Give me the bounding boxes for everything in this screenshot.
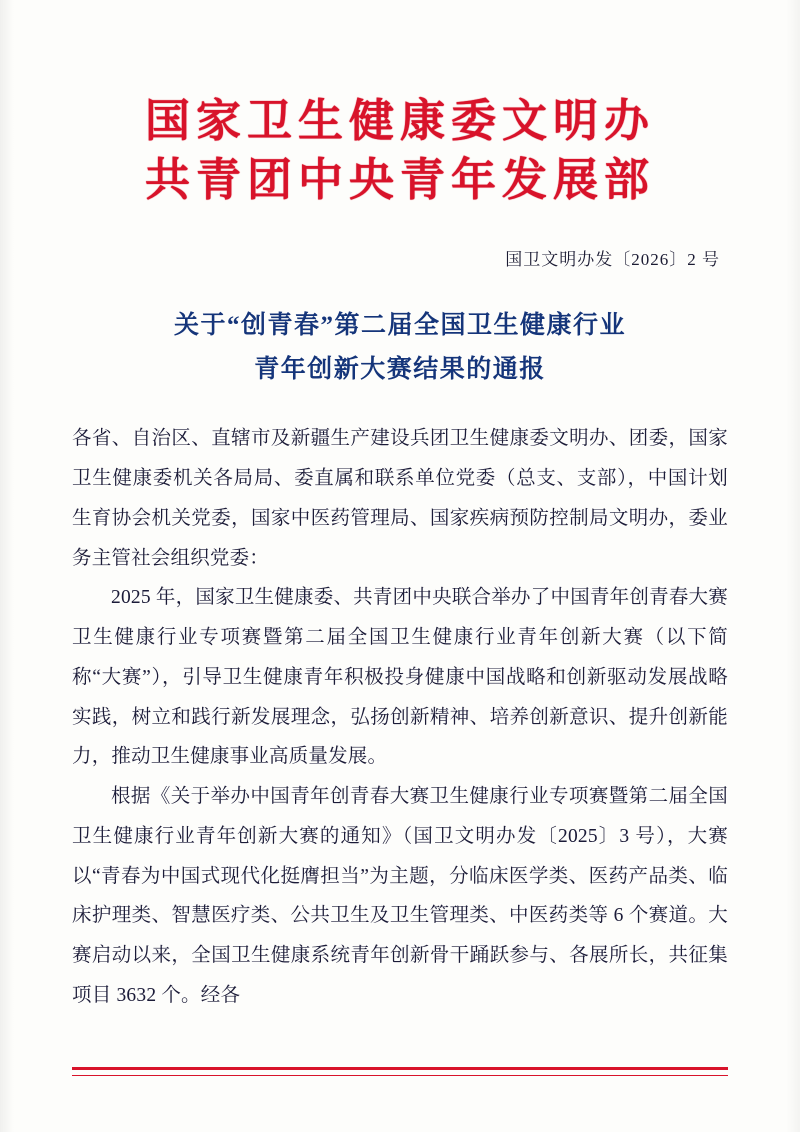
letterhead-line-1: 国家卫生健康委文明办: [144, 96, 655, 146]
page-title-line-1: 关于“创青春”第二届全国卫生健康行业: [173, 311, 626, 339]
letterhead-line-2: 共青团中央青年发展部: [144, 155, 655, 206]
body-paragraph-1: 各省、自治区、直辖市及新疆生产建设兵团卫生健康委文明办、团委，国家卫生健康委机关各局局、委直属和联系单位党委（总支、支部），中国计划生育协会机关党委，国家中医药管理局、国家疾病预防控制局文明办，委业务主管社会组织党委：: [72, 428, 728, 569]
page-title-line-2: 青年创新大赛结果的通报: [254, 355, 546, 383]
footer-rule-thick: [72, 1067, 728, 1070]
document-body: [72, 419, 728, 1015]
body-paragraph-2: 2025 年，国家卫生健康委、共青团中央联合举办了中国青年创青春大赛卫生健康行业专项赛暨第二届全国卫生健康行业青年创新大赛（以下简称“大赛”），引导卫生健康青年积极投身健康中国战略和创新驱动发展战略实践，树立和践行新发展理念，弘扬创新精神、培养创新意识、提升创新能力，推动卫生健康事业高质量发展。: [72, 587, 728, 768]
footer-divider: [72, 1067, 728, 1076]
document-number: 国卫文明办发〔2026〕2 号: [505, 249, 720, 269]
letterhead: [72, 0, 728, 211]
page-edge-shadow-left: [0, 0, 14, 1132]
body-paragraph-3: 根据《关于举办中国青年创青春大赛卫生健康行业专项赛暨第二届全国卫生健康行业青年创新大赛的通知》（国卫文明办发〔2025〕3 号），大赛以“青春为中国式现代化挺膺担当”为主题，分临床医学类、医药产品类、临床护理类、智慧医疗类、公共卫生及卫生管理类、中医药类等 6 个赛道。大赛启动以来，全国卫生健康系统青年创新骨干踊跃参与、各展所长，共征集项目 3632 个。经各: [72, 786, 728, 1006]
page-title: [72, 304, 728, 392]
footer-rule-thin: [72, 1075, 728, 1076]
page-edge-shadow-right: [786, 0, 800, 1132]
